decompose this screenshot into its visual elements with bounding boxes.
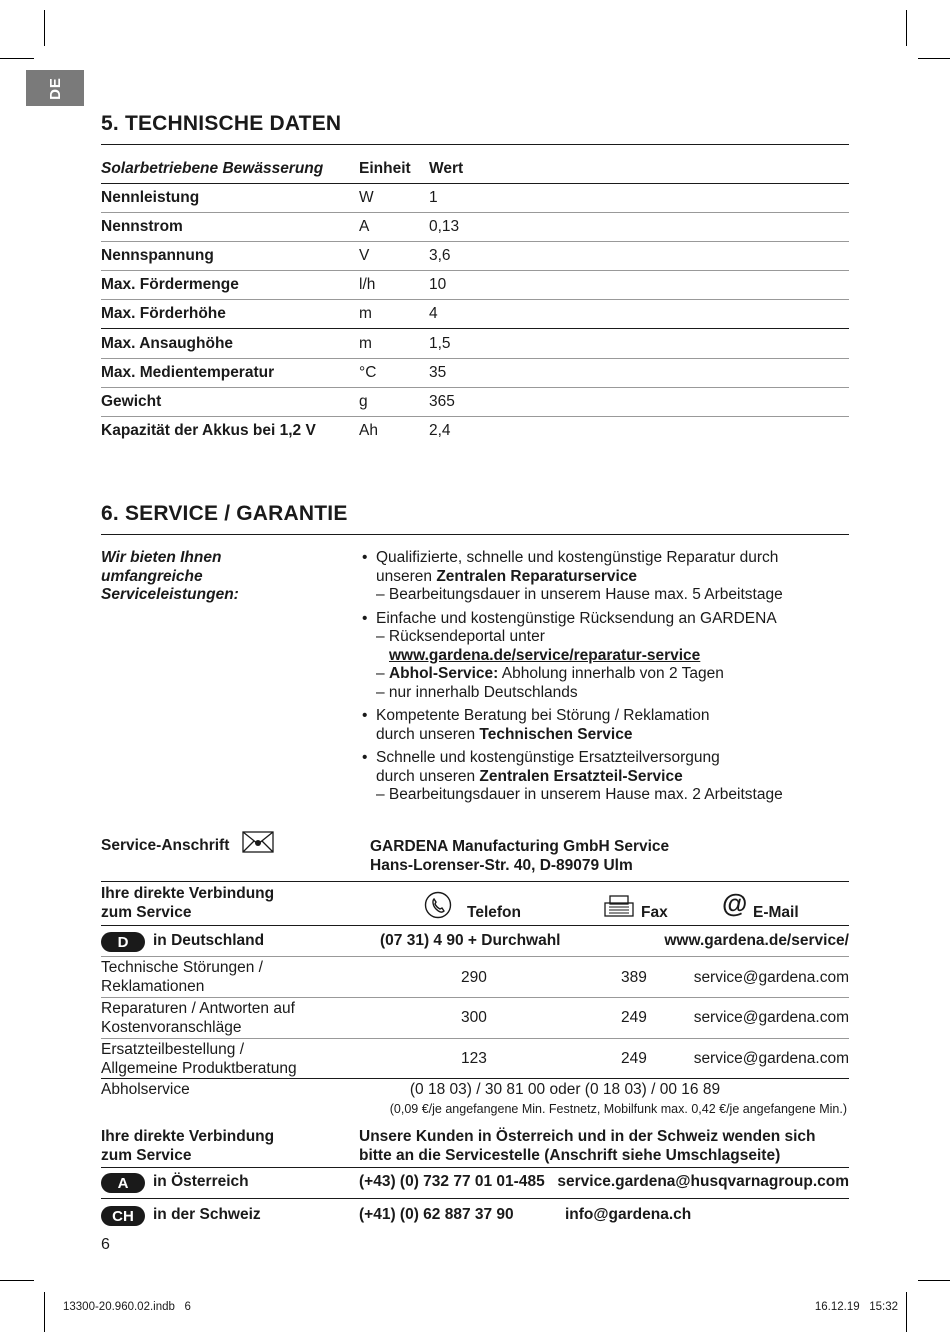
row-divider [101, 328, 849, 329]
row-divider [101, 956, 849, 957]
de-phone: (07 31) 4 90 + Durchwahl [380, 932, 561, 949]
contact-row-fax: 249 [621, 1009, 647, 1026]
tech-row-value: 10 [429, 276, 447, 293]
service-intro [101, 549, 239, 605]
service-text: unseren [376, 567, 437, 585]
contact-row-label-line: Kostenvoranschläge [101, 1018, 242, 1036]
contact-row-email[interactable]: service@gardena.com [693, 1009, 849, 1026]
tech-row-unit: m [359, 305, 372, 322]
crop-mark [918, 58, 950, 59]
tech-row-unit: V [359, 247, 370, 264]
row-divider [101, 241, 849, 242]
tech-header-unit: Einheit [359, 160, 411, 177]
row-divider [101, 1038, 849, 1039]
tech-row-unit: m [359, 335, 372, 352]
service-text: – [376, 665, 389, 682]
pickup-label: Abholservice [101, 1081, 190, 1098]
service-intro-line: Wir bieten Ihnen [101, 549, 222, 566]
address-line1: GARDENA Manufacturing GmbH Service [370, 838, 670, 855]
ch-phone: (+41) (0) 62 887 37 90 [359, 1206, 514, 1223]
bullet-icon: • [362, 609, 368, 627]
service-text: – nur innerhalb Deutschlands [376, 683, 578, 701]
tech-row-value: 1,5 [429, 335, 451, 352]
service-text: Kompetente Beratung bei Störung / Reklamation [376, 707, 710, 724]
tech-row-value: 35 [429, 364, 447, 381]
intl-header-line2: zum Service [101, 1147, 192, 1164]
row-divider [101, 299, 849, 300]
bullet-icon: • [362, 707, 368, 724]
service-item [360, 707, 840, 744]
contact-row-label-line: Reklamationen [101, 977, 205, 995]
row-divider [101, 270, 849, 271]
intl-note-line1: Unsere Kunden in Österreich und in der Schweiz wenden sich [359, 1128, 816, 1145]
divider [101, 534, 849, 535]
bullet-icon: • [362, 549, 368, 566]
contact-header-line2: zum Service [101, 904, 192, 921]
tech-row-value: 365 [429, 393, 455, 410]
tech-row-value: 2,4 [429, 422, 451, 439]
service-text: durch unseren [376, 767, 480, 785]
at-phone: (+43) (0) 732 77 01 01-485 [359, 1173, 545, 1190]
divider [101, 144, 849, 145]
service-text: Abholung innerhalb von 2 Tagen [498, 665, 724, 682]
contact-row-fax: 389 [621, 969, 647, 986]
service-list [360, 549, 840, 810]
service-intro-line: umfangreiche [101, 567, 203, 585]
contact-row-label [101, 1041, 297, 1078]
service-text: Einfache und kostengünstige Rücksendung an GARDENA [376, 609, 777, 627]
divider [101, 881, 849, 882]
contact-row-phone: 300 [461, 1009, 487, 1026]
crop-mark [906, 1292, 907, 1332]
contact-row-fax: 249 [621, 1050, 647, 1067]
col-phone: Telefon [467, 904, 521, 921]
at-sign-icon: @ [722, 888, 748, 918]
de-label: in Deutschland [153, 932, 265, 949]
service-name: Zentralen Reparaturservice [436, 567, 638, 585]
phone-icon [424, 891, 452, 919]
at-email[interactable]: service.gardena@husqvarnagroup.com [557, 1173, 849, 1190]
tech-row-unit: l/h [359, 276, 376, 293]
tech-row-name: Kapazität der Akkus bei 1,2 V [101, 422, 316, 439]
pickup-phone: (0 18 03) / 30 81 00 oder (0 18 03) / 00 16 89 [409, 1081, 721, 1098]
tech-row-unit: W [359, 189, 374, 206]
tech-row-value: 0,13 [429, 218, 460, 235]
at-label: in Österreich [153, 1173, 249, 1190]
row-divider [101, 212, 849, 213]
row-divider [101, 416, 849, 417]
tech-row-value: 1 [429, 189, 438, 206]
footer-file: 13300-20.960.02.indb 6 [63, 1301, 191, 1313]
contact-row-phone: 290 [461, 969, 487, 986]
contact-row-email[interactable]: service@gardena.com [693, 1050, 849, 1067]
pickup-note: (0,09 €/je angefangene Min. Festnetz, Mobilfunk max. 0,42 €/je angefangene Min.) [389, 1102, 847, 1116]
ch-email[interactable]: info@gardena.ch [565, 1206, 692, 1223]
row-divider [101, 358, 849, 359]
footer-date: 16.12.19 15:32 [814, 1301, 898, 1313]
contact-row-label-line: Reparaturen / Antworten auf [101, 1000, 295, 1017]
divider [101, 925, 849, 926]
tech-row-unit: Ah [359, 422, 378, 439]
tech-row-name: Nennstrom [101, 218, 183, 235]
divider [101, 1198, 849, 1199]
divider [101, 1078, 849, 1079]
service-text: Schnelle und kostengünstige Ersatzteilversorgung [376, 749, 720, 766]
envelope-icon [242, 831, 274, 853]
tech-row-unit: °C [359, 364, 377, 381]
bullet-icon: • [362, 749, 368, 766]
col-email: E-Mail [753, 904, 799, 921]
service-heading: 6. SERVICE / GARANTIE [101, 502, 348, 525]
tech-header-value: Wert [429, 160, 464, 177]
tech-heading: 5. TECHNISCHE DATEN [101, 112, 342, 135]
service-text: – Rücksendeportal unter [376, 628, 545, 645]
contact-row-label-line: Ersatzteilbestellung / [101, 1041, 245, 1058]
fax-icon [604, 895, 634, 917]
crop-mark [44, 1292, 45, 1332]
tech-header-name: Solarbetriebene Bewässerung [101, 160, 324, 177]
contact-header-line1: Ihre direkte Verbindung [101, 885, 275, 902]
service-item [360, 749, 840, 805]
address-line2: Hans-Lorenser-Str. 40, D-89079 Ulm [370, 857, 633, 874]
intl-note-line2: bitte an die Servicestelle (Anschrift siehe Umschlagseite) [359, 1147, 781, 1164]
contact-row-label [101, 959, 263, 996]
divider [101, 1167, 849, 1168]
de-web[interactable]: www.gardena.de/service/ [664, 932, 849, 949]
service-name: Technischen Service [479, 725, 633, 743]
tech-row-value: 4 [429, 305, 438, 322]
service-name: Zentralen Ersatzteil-Service [479, 767, 683, 785]
contact-row-label [101, 1000, 295, 1037]
country-badge-ch: CH [101, 1206, 145, 1226]
contact-row-email[interactable]: service@gardena.com [693, 969, 849, 986]
country-badge-at: A [101, 1173, 145, 1193]
crop-mark [0, 1280, 34, 1281]
service-name: Abhol-Service: [388, 665, 499, 682]
tech-row-unit: A [359, 218, 370, 235]
service-text: Qualifizierte, schnelle und kostengünstige Reparatur durch [376, 549, 779, 566]
contact-row-phone: 123 [461, 1050, 487, 1067]
tech-row-name: Max. Fördermenge [101, 276, 239, 293]
ch-label: in der Schweiz [153, 1206, 261, 1223]
address-label: Service-Anschrift [101, 837, 230, 854]
tech-row-name: Max. Förderhöhe [101, 305, 226, 322]
service-item [360, 610, 840, 703]
service-text: – Bearbeitungsdauer in unserem Hause max. 2 Arbeitstage [376, 786, 783, 803]
page-number: 6 [101, 1236, 110, 1253]
col-fax: Fax [641, 904, 668, 921]
crop-mark [906, 10, 907, 46]
divider [101, 183, 849, 184]
country-badge-de: D [101, 932, 145, 952]
tech-row-unit: g [359, 393, 368, 410]
intl-header-line1: Ihre direkte Verbindung [101, 1128, 275, 1145]
tech-row-name: Max. Medientemperatur [101, 364, 275, 381]
row-divider [101, 387, 849, 388]
service-text: – Bearbeitungsdauer in unserem Hause max. 5 Arbeitstage [376, 586, 783, 603]
crop-mark [44, 10, 45, 46]
tech-row-name: Gewicht [101, 393, 162, 410]
service-text: durch unseren [376, 725, 480, 743]
tech-row-name: Max. Ansaughöhe [101, 335, 234, 352]
crop-mark [0, 58, 34, 59]
contact-row-label-line: Allgemeine Produktberatung [101, 1059, 297, 1077]
service-intro-line: Serviceleistungen: [101, 586, 239, 603]
row-divider [101, 997, 849, 998]
service-item [360, 549, 840, 605]
repair-service-link[interactable]: www.gardena.de/service/reparatur-service [389, 646, 701, 664]
tech-row-name: Nennspannung [101, 247, 214, 264]
language-tab: DE [26, 70, 84, 106]
contact-row-label-line: Technische Störungen / [101, 959, 263, 976]
crop-mark [918, 1280, 950, 1281]
tech-row-name: Nennleistung [101, 189, 200, 206]
tech-row-value: 3,6 [429, 247, 451, 264]
